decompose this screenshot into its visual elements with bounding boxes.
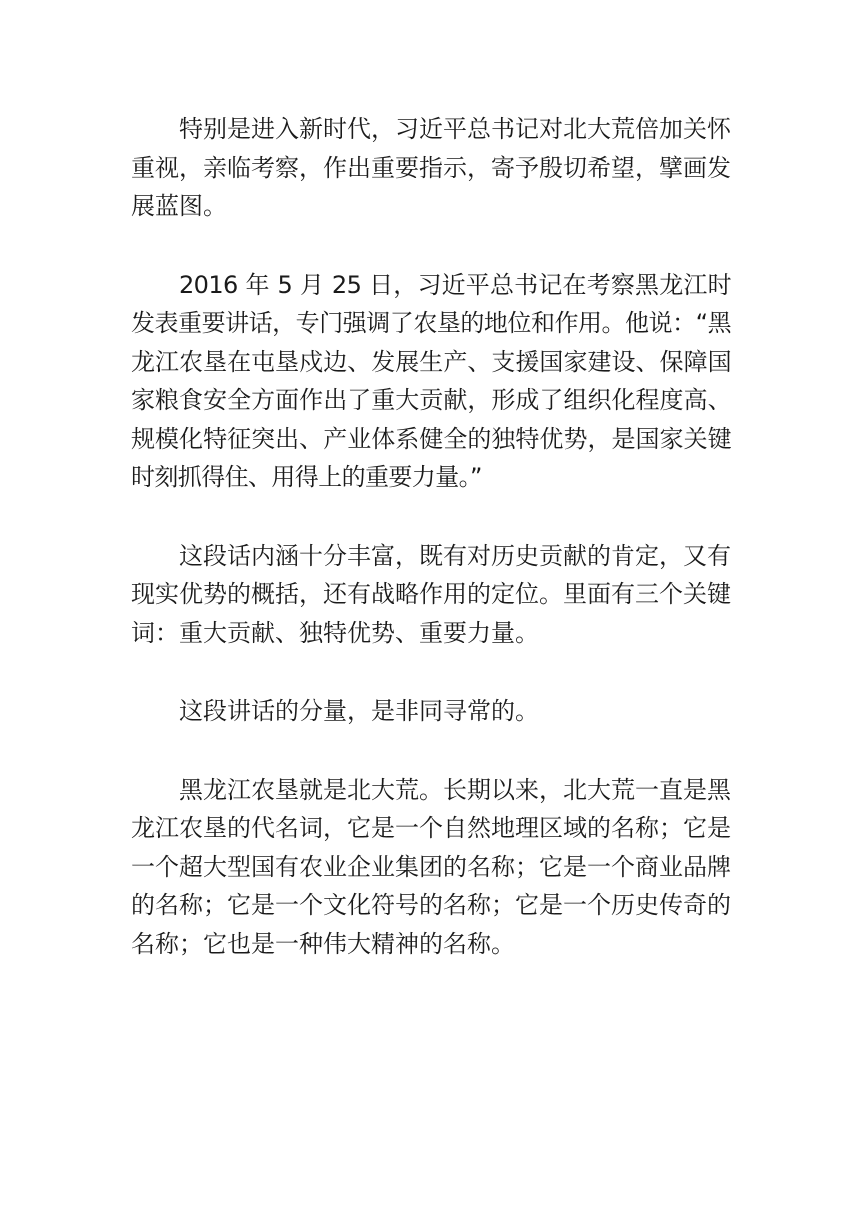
paragraph-5: 黑龙江农垦就是北大荒。长期以来，北大荒一直是黑龙江农垦的代名词，它是一个自然地理区域的名称；它是一个超大型国有农业企业集团的名称；它是一个商业品牌的名称；它是一个文化符号的名称；它是一个历史传奇的名称；它也是一种伟大精神的名称。 xyxy=(131,775,731,958)
document-body xyxy=(131,110,731,1003)
paragraph-4: 这段讲话的分量，是非同寻常的。 xyxy=(179,697,539,725)
paragraph-1: 特别是进入新时代，习近平总书记对北大荒倍加关怀重视，亲临考察，作出重要指示，寄予殷切希望，擘画发展蓝图。 xyxy=(131,115,731,220)
paragraph-3: 这段话内涵十分丰富，既有对历史贡献的肯定，又有现实优势的概括，还有战略作用的定位。里面有三个关键词：重大贡献、独特优势、重要力量。 xyxy=(131,541,731,647)
paragraph-2: 2016 年 5 月 25 日，习近平总书记在考察黑龙江时发表重要讲话，专门强调了农垦的地位和作用。他说：“黑龙江农垦在屯垦戍边、发展生产、支援国家建设、保障国家粮食安全方面作出了重大贡献，形成了组织化程度高、规模化特征突出、产业体系健全的独特优势，是国家关键时刻抓得住、用得上的重要力量。” xyxy=(131,270,731,491)
